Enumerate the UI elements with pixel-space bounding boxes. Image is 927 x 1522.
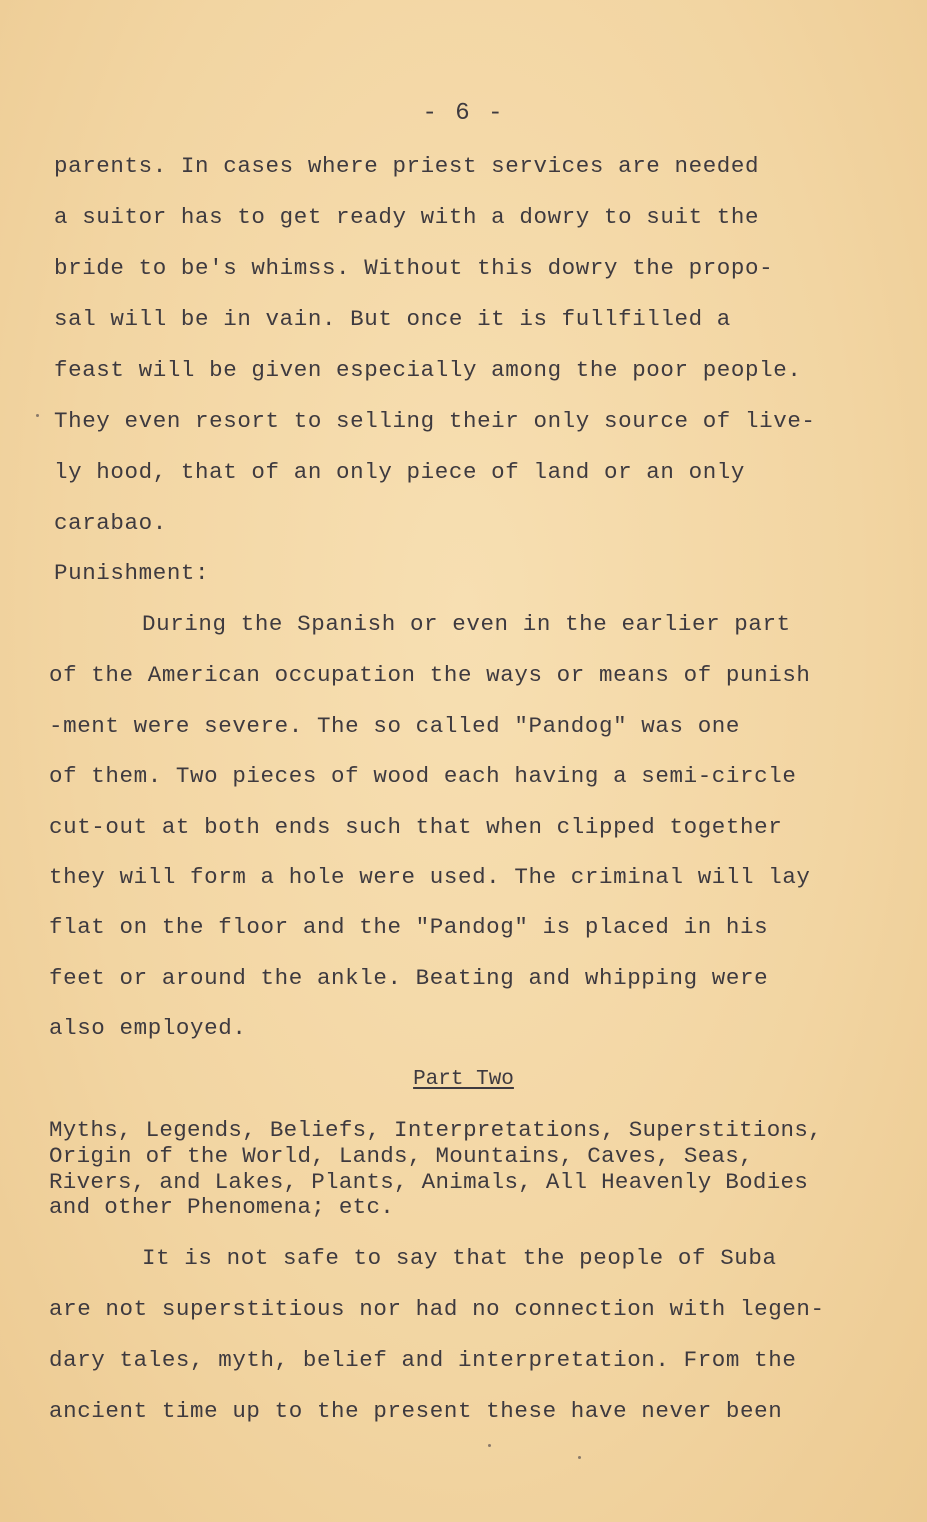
paragraph2-line-8: feet or around the ankle. Beating and whipping were — [49, 965, 769, 991]
part-two-subtitle-line-2: Origin of the World, Lands, Mountains, Caves, Seas, — [49, 1143, 753, 1169]
paragraph2-line-5: cut-out at both ends such that when clipped together — [49, 814, 783, 840]
paragraph1-line-1: parents. In cases where priest services are needed — [54, 153, 760, 179]
paragraph1-line-7: ly hood, that of an only piece of land or an only — [54, 459, 746, 485]
paragraph2-line-9: also employed. — [49, 1015, 247, 1041]
page-number: - 6 - — [422, 100, 505, 127]
paragraph2-line-4: of them. Two pieces of wood each having a semi-circle — [49, 763, 797, 789]
paragraph2-line-1: During the Spanish or even in the earlier part — [142, 611, 791, 637]
paragraph2-line-7: flat on the floor and the "Pandog" is placed in his — [49, 914, 769, 940]
part-two-heading: Part Two — [413, 1068, 514, 1091]
paragraph2-line-3: -ment were severe. The so called "Pandog" was one — [49, 713, 741, 739]
paragraph2-line-6: they will form a hole were used. The criminal will lay — [49, 864, 811, 890]
part-two-subtitle-line-4: and other Phenomena; etc. — [49, 1194, 395, 1220]
paragraph1-line-5: feast will be given especially among the poor people. — [54, 357, 802, 383]
part-two-subtitle-line-1: Myths, Legends, Beliefs, Interpretations, Superstitions, — [49, 1117, 822, 1143]
paragraph1-line-2: a suitor has to get ready with a dowry to suit the — [54, 204, 760, 230]
paragraph3-line-4: ancient time up to the present these have never been — [49, 1398, 783, 1424]
paragraph1-line-6: They even resort to selling their only source of live- — [54, 408, 816, 434]
paper-speck — [488, 1444, 491, 1447]
paper-speck — [36, 414, 39, 417]
punishment-heading: Punishment: — [54, 560, 210, 586]
paragraph3-line-2: are not superstitious nor had no connection with legen- — [49, 1296, 825, 1322]
paragraph2-line-2: of the American occupation the ways or means of punish — [49, 662, 811, 688]
paragraph1-line-8: carabao. — [54, 510, 167, 536]
paragraph1-line-3: bride to be's whimss. Without this dowry the propo- — [54, 255, 774, 281]
paragraph1-line-4: sal will be in vain. But once it is fullfilled a — [54, 306, 731, 332]
paragraph3-line-1: It is not safe to say that the people of Suba — [142, 1245, 777, 1271]
part-two-subtitle-line-3: Rivers, and Lakes, Plants, Animals, All Heavenly Bodies — [49, 1169, 809, 1195]
paper-speck — [578, 1456, 581, 1459]
paragraph3-line-3: dary tales, myth, belief and interpretation. From the — [49, 1347, 797, 1373]
